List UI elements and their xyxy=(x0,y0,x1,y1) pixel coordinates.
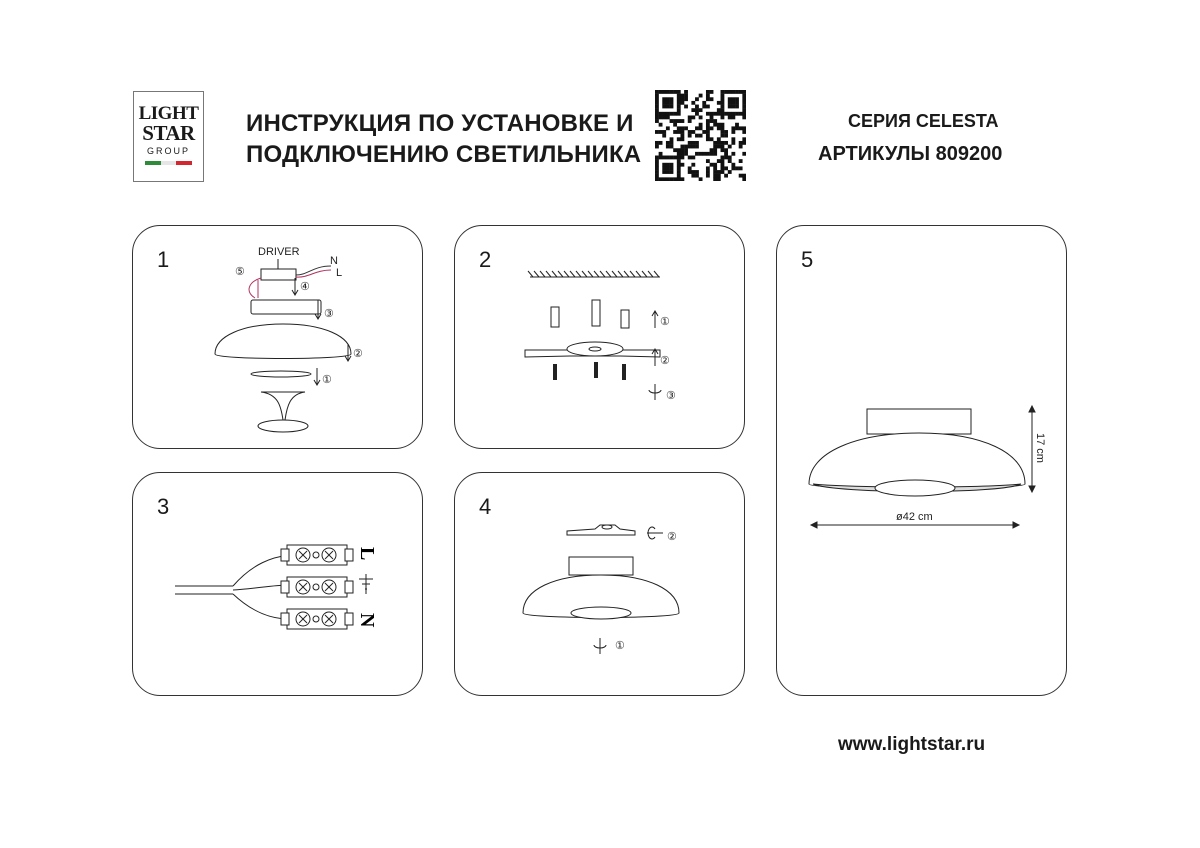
logo-line-1: LIGHT xyxy=(138,103,199,124)
n-label: N xyxy=(356,613,378,628)
ground-icon xyxy=(359,574,373,594)
driver-label: DRIVER xyxy=(258,246,300,258)
mounting-base xyxy=(251,300,321,314)
callout-2: ② xyxy=(353,348,363,360)
logo-line-3: GROUP xyxy=(146,146,190,156)
height-label: 17 cm xyxy=(1034,433,1046,463)
qr-code-icon xyxy=(655,90,746,181)
callout-2: ② xyxy=(667,531,677,543)
step-number: 5 xyxy=(801,247,814,272)
diffuser-ring xyxy=(571,607,631,619)
power-cable xyxy=(175,555,289,619)
mounting-base xyxy=(867,409,971,434)
step-4-panel xyxy=(454,472,745,696)
callout-5: ⑤ xyxy=(235,266,245,278)
website-link[interactable]: www.lightstar.ru xyxy=(838,734,986,755)
step-3-illustration xyxy=(133,473,424,697)
step-1-panel xyxy=(132,225,423,449)
terminal-block xyxy=(281,545,353,629)
n-label: N xyxy=(330,255,338,267)
diameter-label: ø42 cm xyxy=(896,511,933,523)
lamp-shade xyxy=(215,324,351,359)
callout-1: ① xyxy=(322,374,332,386)
callout-2: ② xyxy=(660,355,670,367)
callout-4: ④ xyxy=(300,281,310,293)
step-number: 4 xyxy=(479,494,492,519)
brand-logo xyxy=(133,91,204,182)
diffuser-ring xyxy=(875,480,955,496)
wall-plugs xyxy=(551,300,629,328)
callout-3: ③ xyxy=(666,390,676,402)
mounting-bracket xyxy=(525,342,660,357)
callout-1: ① xyxy=(615,640,625,652)
step-4-illustration xyxy=(455,473,746,697)
callout-3: ③ xyxy=(324,308,334,320)
diffuser-plate xyxy=(251,371,311,377)
step-5-illustration xyxy=(777,226,1068,697)
rotate-icon xyxy=(594,638,606,654)
step-number: 2 xyxy=(479,247,492,272)
title-line-2: ПОДКЛЮЧЕНИЮ СВЕТИЛЬНИКА xyxy=(246,141,642,168)
mounting-base xyxy=(569,557,633,575)
driver-box xyxy=(261,269,296,280)
article-label: АРТИКУЛЫ 809200 xyxy=(818,143,1003,165)
step-3-panel xyxy=(132,472,423,696)
step-number: 1 xyxy=(157,247,170,272)
step-2-panel xyxy=(454,225,745,449)
callout-1: ① xyxy=(660,316,670,328)
step-1-illustration xyxy=(133,226,424,450)
screws xyxy=(553,362,626,380)
ceiling-hatch xyxy=(528,271,659,277)
logo-line-2: STAR xyxy=(142,121,195,145)
title-line-1: ИНСТРУКЦИЯ ПО УСТАНОВКЕ И xyxy=(246,110,634,137)
l-label: L xyxy=(336,267,343,279)
series-label: СЕРИЯ CELESTA xyxy=(848,111,999,131)
center-cap xyxy=(261,392,305,420)
document-title xyxy=(246,108,646,170)
l-label: L xyxy=(356,547,378,561)
italian-flag-stripe xyxy=(145,161,192,165)
step-5-panel xyxy=(776,225,1067,696)
mounting-bracket xyxy=(567,525,635,535)
rotate-icon xyxy=(647,527,663,539)
step-number: 3 xyxy=(157,494,170,519)
step-2-illustration xyxy=(455,226,746,450)
rotate-icon xyxy=(649,384,661,400)
